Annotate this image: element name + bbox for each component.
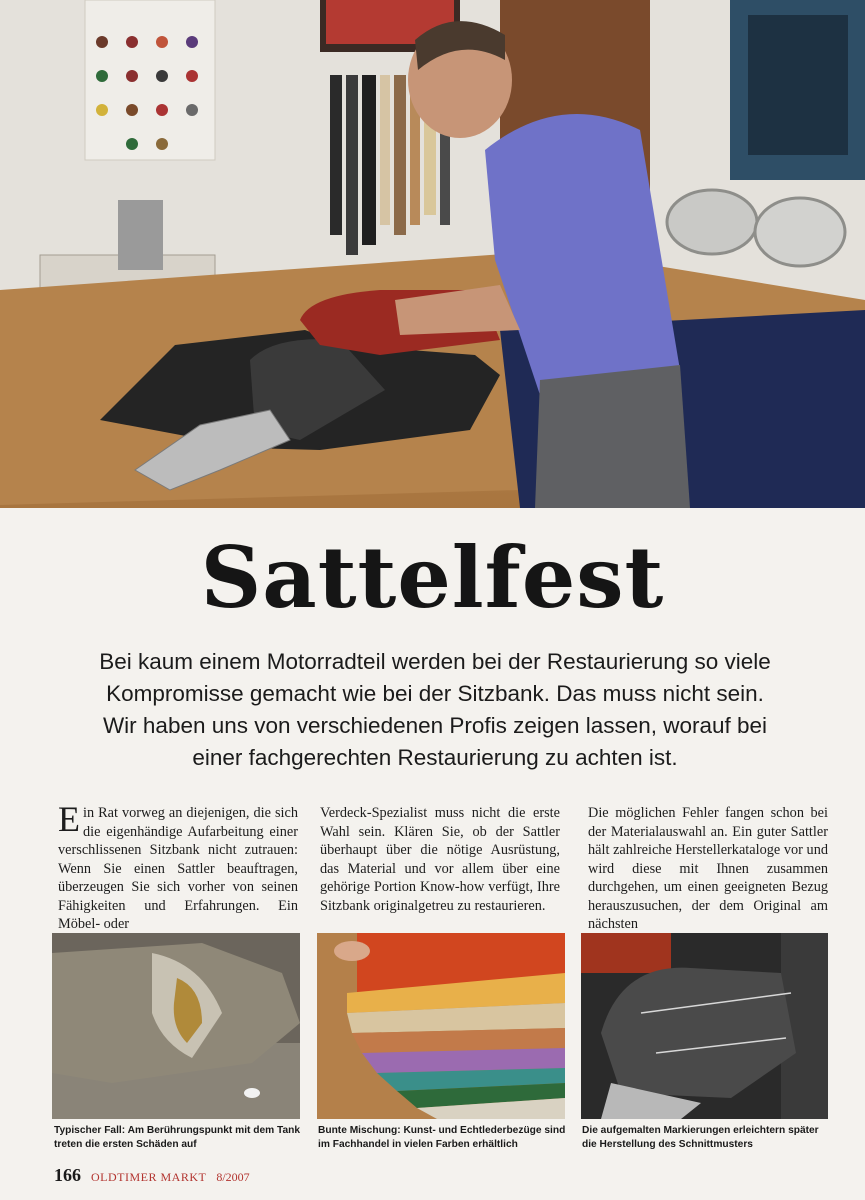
caption-photo-3: Die aufgemalten Markierungen erleichtern später die Herstellung des Schnittmusters xyxy=(582,1125,819,1150)
article-body xyxy=(58,799,830,932)
photo-color-swatches xyxy=(317,933,565,1119)
photo-worn-seat xyxy=(52,933,300,1119)
body-column-1 xyxy=(58,799,298,934)
caption-photo-2: Bunte Mischung: Kunst- und Echtlederbezüge sind im Fachhandel in vielen Farben erhältlich xyxy=(318,1125,566,1150)
article-headline: Sattelfest xyxy=(200,528,665,627)
drop-cap: E xyxy=(58,799,80,839)
body-column-1-text: in Rat vorweg an diejenigen, die sich die eigenhändige Aufarbeitung einer verschlissenen Sitzbank nicht zutrauen: Wenn Sie einen Sattler beauftragen, überzeugen Sie sich vorher von seinen Fähigkeiten und Erfahrungen. Ein Möbel- oder xyxy=(58,805,298,932)
page-footer xyxy=(54,1165,250,1189)
issue-number: 8/2007 xyxy=(216,1170,250,1184)
body-column-2: Verdeck-Spezialist muss nicht die erste Wahl sein. Klären Sie, ob der Sattler überhaupt über die nötige Ausrüstung, das Material und vor allem über eine gehörige Portion Know-how verfügt, Ihre Sitzbank originalgetreu zu restaurieren. xyxy=(320,805,560,914)
article-lead: Bei kaum einem Motorradteil werden bei der Restaurierung so viele Kompromisse gemacht wie bei der Sitzbank. Das muss nicht sein. Wir haben uns von verschiedenen Profis zeigen lassen, worauf bei einer fachgerechten Restaurierung zu achten ist. xyxy=(99,649,771,770)
workshop-illustration xyxy=(0,0,865,508)
body-column-3: Die möglichen Fehler fangen schon bei der Materialauswahl an. Ein guter Sattler hält zahlreiche Herstellerkataloge vor und wird diese mit Ihnen zusammen durchgehen, um einen geeigneten Bezug herauszusuchen, der dem Original am nächsten xyxy=(588,805,828,932)
caption-photo-1: Typischer Fall: Am Berührungspunkt mit dem Tank treten die ersten Schäden auf xyxy=(54,1125,301,1150)
photo-marked-seat xyxy=(581,933,828,1119)
hero-photo xyxy=(0,0,865,508)
page-number: 166 xyxy=(54,1165,81,1185)
magazine-name: OLDTIMER MARKT xyxy=(91,1170,207,1184)
